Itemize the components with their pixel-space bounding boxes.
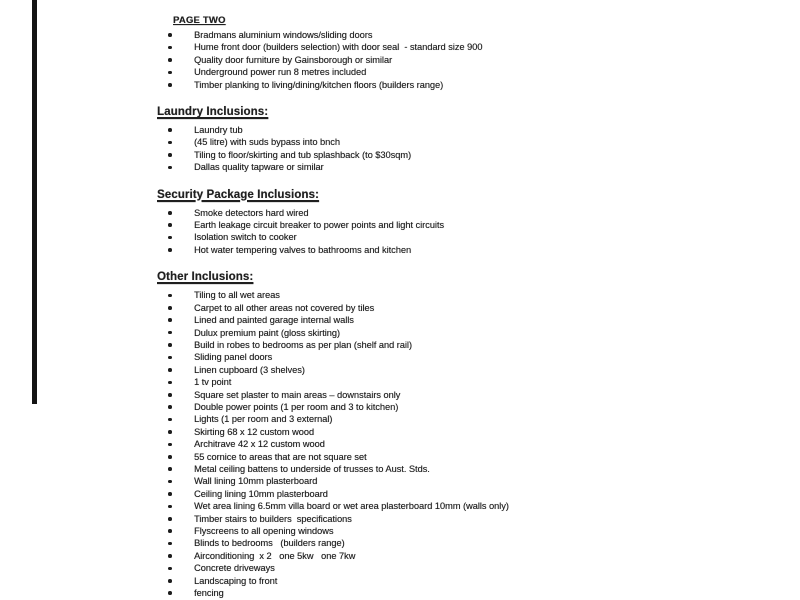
bullet-icon bbox=[168, 83, 172, 87]
section-heading-security: Security Package Inclusions: bbox=[157, 188, 319, 201]
list-item-text: Tiling to all wet areas bbox=[194, 290, 280, 301]
bullet-icon bbox=[168, 554, 172, 558]
list-item-text: Linen cupboard (3 shelves) bbox=[194, 364, 305, 375]
list-item bbox=[168, 575, 717, 587]
bullet-icon bbox=[168, 331, 172, 335]
list-item bbox=[168, 426, 717, 438]
list-item bbox=[168, 54, 717, 66]
list-item bbox=[168, 463, 717, 475]
list-item-text: Timber planking to living/dining/kitchen floors (builders range) bbox=[194, 79, 444, 90]
list-item-text: Underground power run 8 metres included bbox=[194, 67, 367, 78]
bullet-icon bbox=[168, 430, 172, 434]
list-item bbox=[168, 66, 717, 78]
list-item bbox=[168, 587, 717, 599]
list-item bbox=[168, 244, 717, 256]
bullet-icon bbox=[168, 368, 172, 372]
bullet-icon bbox=[168, 211, 172, 215]
other-inclusions-list bbox=[168, 289, 717, 599]
bullet-icon bbox=[168, 58, 172, 62]
list-item bbox=[168, 327, 717, 339]
scan-edge-line bbox=[32, 0, 37, 404]
list-item-text: Architrave 42 x 12 custom wood bbox=[194, 439, 325, 450]
list-item-text: Square set plaster to main areas – downstairs only bbox=[194, 389, 401, 400]
list-item-text: Earth leakage circuit breaker to power points and light circuits bbox=[194, 220, 445, 231]
list-item bbox=[168, 219, 717, 231]
bullet-icon bbox=[168, 223, 172, 227]
bullet-icon bbox=[168, 567, 172, 571]
list-item-text: Laundry tub bbox=[194, 125, 243, 136]
list-item bbox=[168, 376, 717, 388]
list-item-text: Landscaping to front bbox=[194, 575, 278, 586]
list-item bbox=[168, 438, 717, 450]
bullet-icon bbox=[168, 381, 172, 385]
list-item bbox=[168, 339, 717, 351]
list-item-text: Smoke detectors hard wired bbox=[194, 207, 309, 218]
bullet-icon bbox=[168, 128, 172, 132]
bullet-icon bbox=[168, 356, 172, 360]
list-item bbox=[168, 475, 717, 487]
list-item-text: Hume front door (builders selection) with door seal - standard size 900 bbox=[194, 42, 483, 53]
list-item bbox=[168, 364, 717, 376]
list-item-text: 55 cornice to areas that are not square set bbox=[194, 451, 367, 462]
bullet-icon bbox=[168, 33, 172, 37]
list-item-text: Isolation switch to cooker bbox=[194, 232, 297, 243]
bullet-icon bbox=[168, 443, 172, 447]
list-item bbox=[168, 231, 717, 243]
bullet-icon bbox=[168, 480, 172, 484]
list-item bbox=[168, 124, 717, 136]
list-item-text: 1 tv point bbox=[194, 377, 232, 388]
list-item-text: Ceiling lining 10mm plasterboard bbox=[194, 488, 328, 499]
list-item bbox=[168, 161, 717, 173]
bullet-icon bbox=[168, 405, 172, 409]
list-item-text: Lined and painted garage internal walls bbox=[194, 315, 354, 326]
bullet-icon bbox=[168, 591, 172, 595]
list-item-text: Wall lining 10mm plasterboard bbox=[194, 476, 318, 487]
bullet-icon bbox=[168, 505, 172, 509]
list-item bbox=[168, 389, 717, 401]
section-heading-laundry: Laundry Inclusions: bbox=[157, 106, 269, 119]
bullet-icon bbox=[168, 306, 172, 310]
list-item-text: Double power points (1 per room and 3 to kitchen) bbox=[194, 401, 399, 412]
list-item bbox=[168, 562, 717, 574]
list-item-text: Dulux premium paint (gloss skirting) bbox=[194, 327, 340, 338]
list-item-text: (45 litre) with suds bypass into bnch bbox=[194, 137, 340, 148]
bullet-icon bbox=[168, 455, 172, 459]
bullet-icon bbox=[168, 467, 172, 471]
list-item bbox=[168, 351, 717, 363]
bullet-icon bbox=[168, 46, 172, 50]
bullet-icon bbox=[168, 71, 172, 75]
list-item bbox=[168, 41, 717, 53]
list-item-text: Tiling to floor/skirting and tub splashback (to $30sqm) bbox=[194, 149, 412, 160]
list-item-text: Blinds to bedrooms (builders range) bbox=[194, 538, 345, 549]
list-item bbox=[168, 149, 717, 161]
bullet-icon bbox=[168, 343, 172, 347]
list-item-text: Timber stairs to builders specifications bbox=[194, 513, 352, 524]
bullet-icon bbox=[168, 492, 172, 496]
list-item bbox=[168, 413, 717, 425]
list-item-text: Wet area lining 6.5mm villa board or wet area plasterboard 10mm (walls only) bbox=[194, 501, 509, 512]
list-item-text: Lights (1 per room and 3 external) bbox=[194, 414, 333, 425]
bullet-icon bbox=[168, 141, 172, 145]
list-item-text: Flyscreens to all opening windows bbox=[194, 526, 334, 536]
bullet-icon bbox=[168, 153, 172, 157]
list-item-text: Sliding panel doors bbox=[194, 352, 273, 363]
list-item-text: fencing bbox=[194, 588, 224, 599]
list-item bbox=[168, 302, 717, 314]
security-package-inclusions-list bbox=[168, 207, 717, 257]
list-item bbox=[168, 451, 717, 463]
list-item-text: Metal ceiling battens to underside of trusses to Aust. Stds. bbox=[194, 463, 430, 474]
bullet-icon bbox=[168, 579, 172, 583]
list-item bbox=[168, 207, 717, 219]
document-content bbox=[157, 14, 717, 599]
list-item bbox=[168, 314, 717, 326]
page-two-list bbox=[168, 29, 717, 91]
page-title: PAGE TWO bbox=[173, 15, 226, 26]
list-item-text: Airconditioning x 2 one 5kw one 7kw bbox=[194, 550, 356, 561]
list-item bbox=[168, 500, 717, 512]
list-item bbox=[168, 401, 717, 413]
list-item-text: Concrete driveways bbox=[194, 563, 275, 574]
list-item bbox=[168, 525, 717, 537]
list-item-text: Build in robes to bedrooms as per plan (shelf and rail) bbox=[194, 339, 412, 350]
list-item-text: Quality door furniture by Gainsborough or similar bbox=[194, 54, 393, 65]
bullet-icon bbox=[168, 294, 172, 298]
laundry-inclusions-list bbox=[168, 124, 717, 174]
bullet-icon bbox=[168, 542, 172, 546]
list-item bbox=[168, 550, 717, 562]
list-item-text: Carpet to all other areas not covered by tiles bbox=[194, 302, 375, 313]
list-item bbox=[168, 29, 717, 41]
list-item-text: Bradmans aluminium windows/sliding doors bbox=[194, 30, 373, 40]
bullet-icon bbox=[168, 393, 172, 397]
bullet-icon bbox=[168, 418, 172, 422]
list-item-text: Dallas quality tapware or similar bbox=[194, 162, 324, 173]
bullet-icon bbox=[168, 248, 172, 252]
list-item-text: Skirting 68 x 12 custom wood bbox=[194, 426, 315, 437]
bullet-icon bbox=[168, 517, 172, 521]
bullet-icon bbox=[168, 236, 172, 240]
list-item bbox=[168, 488, 717, 500]
list-item-text: Hot water tempering valves to bathrooms and kitchen bbox=[194, 244, 412, 255]
section-heading-other: Other Inclusions: bbox=[157, 271, 254, 284]
list-item bbox=[168, 289, 717, 301]
bullet-icon bbox=[168, 529, 172, 533]
list-item bbox=[168, 513, 717, 525]
list-item bbox=[168, 537, 717, 549]
list-item bbox=[168, 136, 717, 148]
list-item bbox=[168, 79, 717, 91]
bullet-icon bbox=[168, 166, 172, 170]
bullet-icon bbox=[168, 318, 172, 322]
